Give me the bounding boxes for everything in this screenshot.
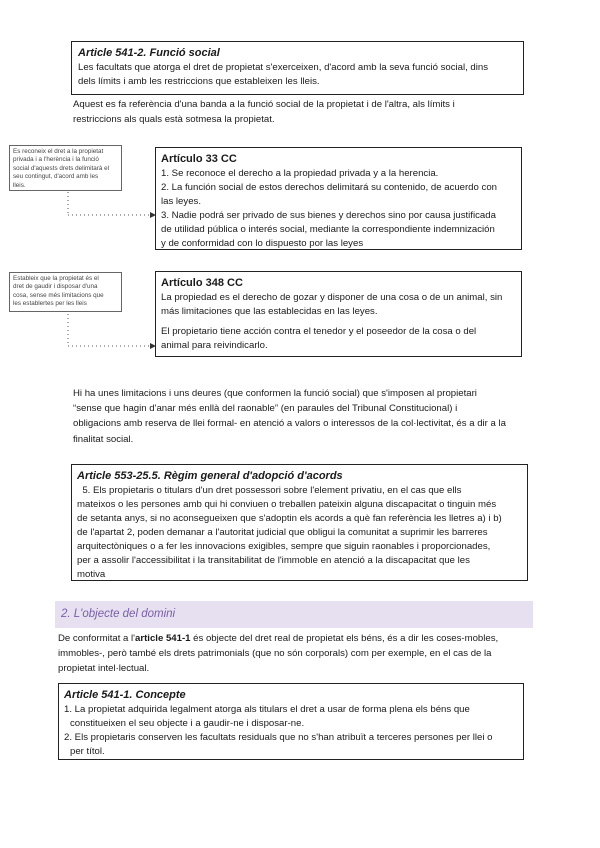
object-line: immobles-, però també els drets patrimonials (que no són corporals) com per exemple, en el cas de la bbox=[58, 648, 492, 660]
articulo-33-line: de utilidad pública o interés social, mediante la correspondiente indemnización bbox=[161, 224, 495, 235]
article-541-1-line: constitueixen el seu objecte i a gaudir-ne i disposar-ne. bbox=[70, 718, 305, 729]
articulo-33-line: 2. La función social de estos derechos delimitará su contenido, de acuerdo con bbox=[161, 182, 497, 193]
articulo-348-line: La propiedad es el derecho de gozar y disponer de una cosa o de un animal, sin bbox=[161, 292, 503, 303]
side-note-line: Es reconeix el dret a la propietat bbox=[13, 148, 104, 155]
side-note-line: privada i a l'herència i la funció bbox=[13, 156, 99, 164]
connector-arrow-1 bbox=[60, 190, 160, 220]
object-line bbox=[58, 631, 533, 646]
side-note-line: cosa, sense més limitacions que bbox=[13, 291, 104, 299]
article-541-1-title: Article 541-1. Concepte bbox=[64, 689, 186, 701]
articulo-348-line: El propietario tiene acción contra el tenedor y el poseedor de la cosa o del bbox=[161, 326, 477, 337]
object-line-pre: De conformitat a l' bbox=[58, 633, 136, 644]
articulo-348-title: Artículo 348 CC bbox=[161, 277, 243, 289]
intro-line: restriccions als quals està sotmesa la propietat. bbox=[73, 114, 275, 126]
article-553-25-5-box bbox=[71, 464, 528, 581]
intro-paragraph bbox=[73, 97, 533, 127]
limits-line: obligacions amb reserva de llei formal- en atenció a valors o interessos de la col·lectivitat, és a dir a la bbox=[73, 418, 506, 430]
article-553-25-5-line: arquitectòniques o a fer les innovacions exigibles, sempre que siguin raonables i proporcionades, bbox=[77, 541, 491, 552]
side-note-2 bbox=[9, 272, 122, 312]
article-553-25-5-line: per a assolir l'accessibilitat i la transitabilitat de l'immoble en atenció a la discapacitat que les bbox=[77, 555, 470, 566]
side-note-line: les establertes per les lleis bbox=[13, 300, 87, 308]
articulo-33-line: las leyes. bbox=[161, 196, 201, 207]
object-line-post: és objecte del dret real de propietat els béns, és a dir les coses-mobles, bbox=[190, 633, 499, 644]
article-541-1-line: 1. La propietat adquirida legalment atorga als titulars el dret a usar de forma plena els béns que bbox=[64, 704, 470, 715]
articulo-348-line: animal para reivindicarlo. bbox=[161, 340, 268, 351]
articulo-33-box bbox=[155, 147, 522, 250]
section-heading-bar bbox=[55, 601, 533, 628]
article-553-25-5-line: de l'apartat 2, poden demanar a l'autoritat judicial que obligui la comunitat a suprimir les barreres bbox=[77, 527, 488, 538]
side-note-line: dret de gaudir i disposar d'una bbox=[13, 283, 98, 291]
articulo-33-line: y de conformidad con lo dispuesto por las leyes bbox=[161, 238, 364, 249]
article-553-25-5-line: 5. Els propietaris o titulars d'un dret possessori sobre l'element privatiu, en el cas que ells bbox=[77, 485, 462, 496]
intro-line: Aquest es fa referència d'una banda a la funció social de la propietat i de l'altra, als límits i bbox=[73, 99, 455, 110]
side-note-line: social d'aquests drets delimitarà el bbox=[13, 164, 110, 172]
article-541-1-ref: article 541-1 bbox=[135, 633, 191, 644]
section-title: 2. L'objecte del domini bbox=[61, 608, 176, 620]
article-541-2-line: Les facultats que atorga el dret de propietat s'exerceixen, d'acord amb la seva funció social, dins bbox=[78, 62, 489, 73]
article-541-2-box bbox=[71, 41, 524, 95]
limits-paragraph bbox=[73, 386, 525, 447]
articulo-33-line: 1. Se reconoce el derecho a la propiedad privada y a la herencia. bbox=[161, 168, 439, 179]
side-note-line: seu contingut, d'acord amb les bbox=[13, 173, 99, 181]
article-553-25-5-line: motiva bbox=[77, 569, 106, 580]
article-541-1-line: 2. Els propietaris conserven les facultats residuals que no s'han atribuït a terceres persones per llei o bbox=[64, 732, 493, 743]
object-paragraph bbox=[58, 631, 533, 677]
article-541-2-line: dels límits i amb les restriccions que estableixen les lleis. bbox=[78, 76, 320, 87]
side-note-line: lleis. bbox=[13, 181, 26, 189]
article-553-25-5-title: Article 553-25.5. Règim general d'adopció d'acords bbox=[77, 470, 343, 482]
side-note-1 bbox=[9, 145, 122, 191]
article-541-1-box bbox=[58, 683, 524, 760]
articulo-348-box bbox=[155, 271, 522, 357]
side-note-line: Estableix que la propietat és el bbox=[13, 275, 99, 282]
limits-line: finalitat social. bbox=[73, 433, 134, 445]
limits-line: Hi ha unes limitacions i uns deures (que conformen la funció social) que s'imposen al propietari bbox=[73, 388, 477, 399]
article-541-1-line: per títol. bbox=[70, 746, 105, 757]
connector-arrow-2 bbox=[60, 312, 160, 352]
articulo-33-title: Artículo 33 CC bbox=[161, 153, 237, 165]
article-541-2-title: Article 541-2. Funció social bbox=[78, 47, 220, 59]
articulo-33-line: 3. Nadie podrá ser privado de sus bienes y derechos sino por causa justificada bbox=[161, 210, 496, 221]
limits-line: “sense que hagin d'anar més enllà del raonable” (en paraules del Tribunal Constitucional) i bbox=[73, 403, 458, 415]
article-553-25-5-line: de setanta anys, si no aconsegueixen que s'adoptin els acords a què fan referència les lletres a) i b) bbox=[77, 513, 502, 524]
article-553-25-5-line: mateixos o les persones amb qui hi conviuen o treballen pateixin alguna discapacitat o tinguin més bbox=[77, 499, 497, 510]
object-line: propietat intel·lectual. bbox=[58, 663, 150, 675]
articulo-348-line: más limitaciones que las establecidas en las leyes. bbox=[161, 306, 378, 317]
